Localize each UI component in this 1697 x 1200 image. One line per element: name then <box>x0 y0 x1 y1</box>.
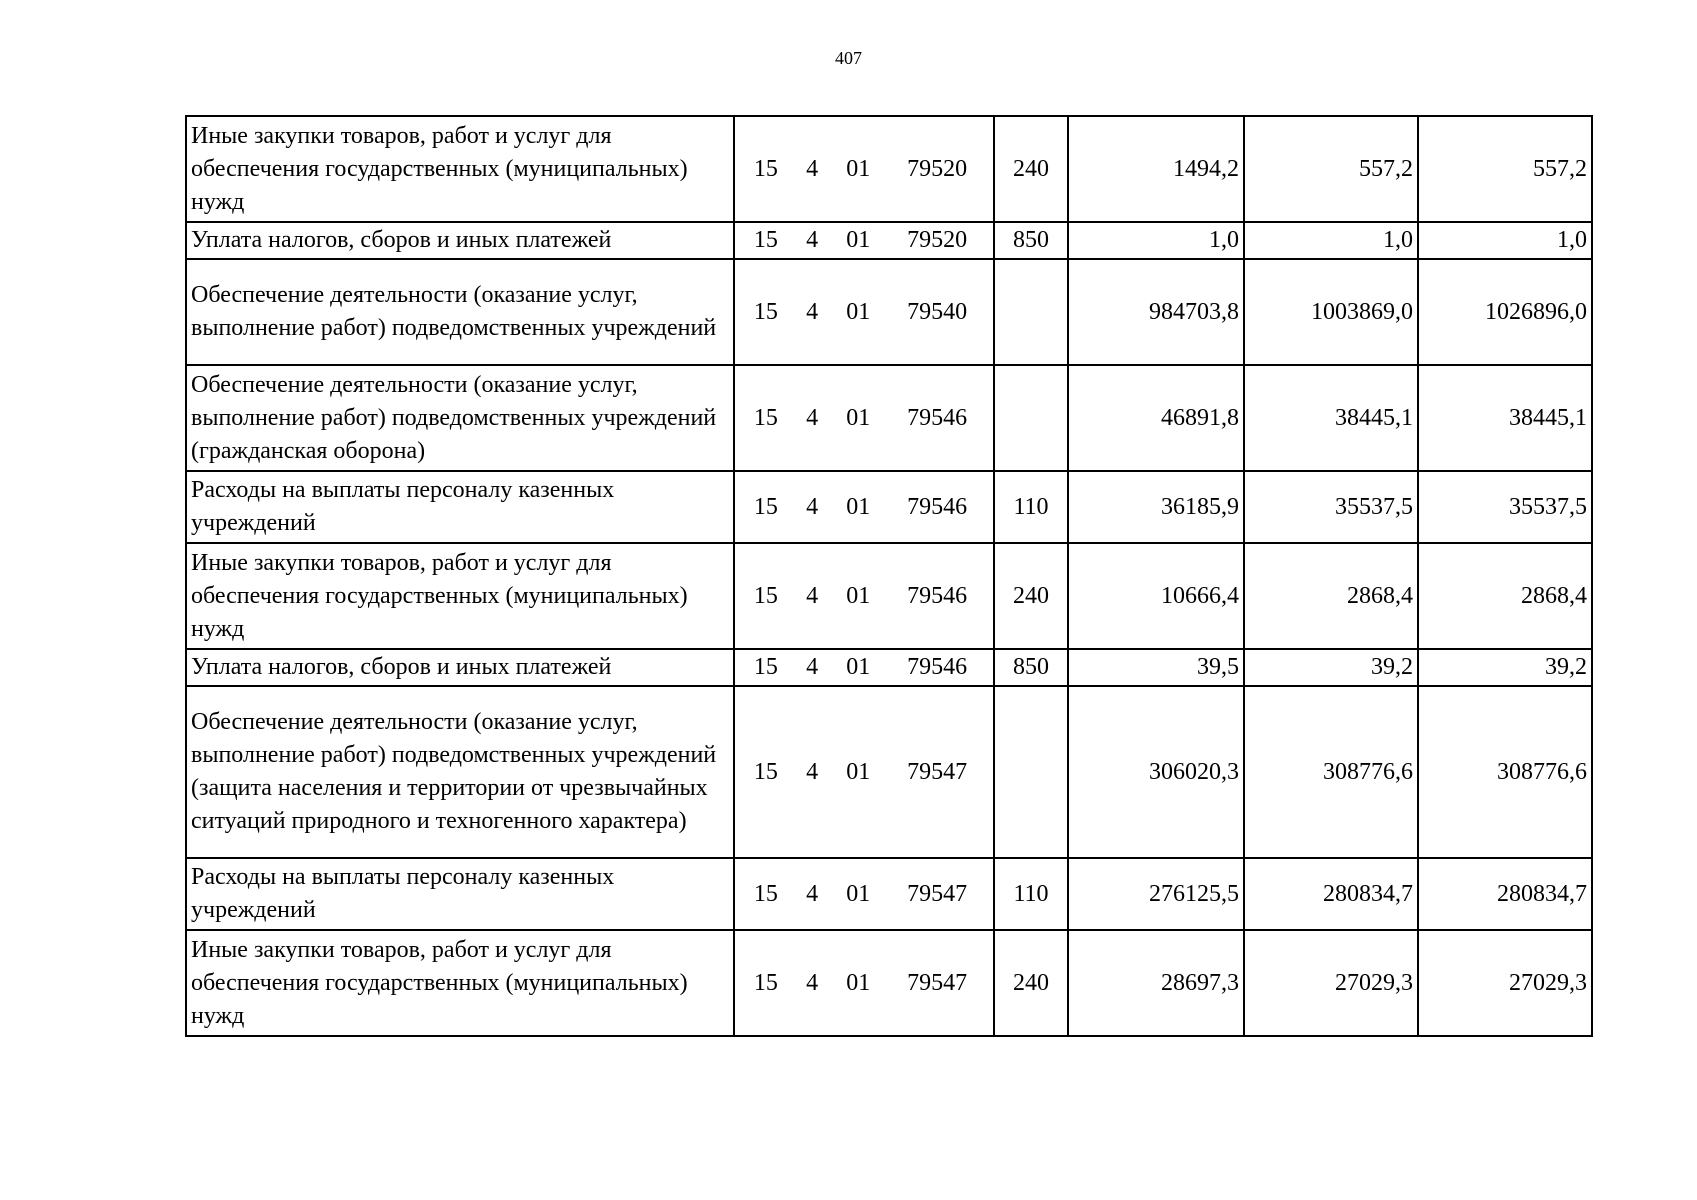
amount-year-2: 35537,5 <box>1244 471 1418 543</box>
code-subprogram: 4 <box>806 493 819 520</box>
amount-year-2: 27029,3 <box>1244 930 1418 1036</box>
amount-year-3: 38445,1 <box>1418 365 1592 471</box>
code-main-event: 01 <box>846 404 871 431</box>
row-name: Обеспечение деятельности (оказание услуг, выполнение работ) подведомственных учреждений <box>186 259 734 365</box>
code-direction: 79547 <box>907 758 968 785</box>
code-main-event: 01 <box>846 969 871 996</box>
row-codes <box>734 259 994 365</box>
row-codes <box>734 543 994 649</box>
code-program: 15 <box>753 880 778 907</box>
code-subprogram: 4 <box>806 404 819 431</box>
amount-year-1: 36185,9 <box>1068 471 1244 543</box>
amount-year-1: 39,5 <box>1068 649 1244 686</box>
code-direction: 79540 <box>907 298 968 325</box>
code-program: 15 <box>753 969 778 996</box>
amount-year-2: 38445,1 <box>1244 365 1418 471</box>
amount-year-3: 280834,7 <box>1418 858 1592 930</box>
code-program: 15 <box>753 582 778 609</box>
code-subprogram: 4 <box>806 654 819 680</box>
amount-year-3: 557,2 <box>1418 116 1592 222</box>
amount-year-3: 308776,6 <box>1418 686 1592 858</box>
row-name: Уплата налогов, сборов и иных платежей <box>186 222 734 259</box>
code-expense-type: 110 <box>994 858 1068 930</box>
code-subprogram: 4 <box>806 969 819 996</box>
code-main-event: 01 <box>846 758 871 785</box>
amount-year-3: 27029,3 <box>1418 930 1592 1036</box>
amount-year-3: 2868,4 <box>1418 543 1592 649</box>
amount-year-1: 1,0 <box>1068 222 1244 259</box>
code-subprogram: 4 <box>806 880 819 907</box>
code-direction: 79546 <box>907 582 968 609</box>
table-row <box>186 649 1592 686</box>
table-row <box>186 116 1592 222</box>
amount-year-1: 46891,8 <box>1068 365 1244 471</box>
amount-year-3: 1,0 <box>1418 222 1592 259</box>
code-direction: 79546 <box>907 654 968 680</box>
amount-year-1: 984703,8 <box>1068 259 1244 365</box>
amount-year-1: 276125,5 <box>1068 858 1244 930</box>
table-row <box>186 858 1592 930</box>
code-program: 15 <box>753 298 778 325</box>
row-name: Иные закупки товаров, работ и услуг для обеспечения государственных (муниципальных) нужд <box>186 930 734 1036</box>
code-direction: 79520 <box>907 155 968 182</box>
amount-year-1: 1494,2 <box>1068 116 1244 222</box>
table-row <box>186 365 1592 471</box>
code-expense-type: 240 <box>994 116 1068 222</box>
code-program: 15 <box>753 155 778 182</box>
row-name: Расходы на выплаты персоналу казенных учреждений <box>186 471 734 543</box>
code-main-event: 01 <box>846 582 871 609</box>
amount-year-2: 280834,7 <box>1244 858 1418 930</box>
code-direction: 79546 <box>907 404 968 431</box>
code-main-event: 01 <box>846 654 871 680</box>
row-codes <box>734 365 994 471</box>
amount-year-2: 1003869,0 <box>1244 259 1418 365</box>
code-subprogram: 4 <box>806 227 819 253</box>
code-expense-type <box>994 259 1068 365</box>
amount-year-2: 39,2 <box>1244 649 1418 686</box>
code-main-event: 01 <box>846 493 871 520</box>
code-expense-type: 110 <box>994 471 1068 543</box>
code-program: 15 <box>753 404 778 431</box>
code-program: 15 <box>753 654 778 680</box>
row-codes <box>734 116 994 222</box>
row-codes <box>734 858 994 930</box>
code-expense-type: 240 <box>994 543 1068 649</box>
table-row <box>186 222 1592 259</box>
amount-year-1: 10666,4 <box>1068 543 1244 649</box>
row-name: Расходы на выплаты персоналу казенных учреждений <box>186 858 734 930</box>
amount-year-1: 28697,3 <box>1068 930 1244 1036</box>
row-name: Иные закупки товаров, работ и услуг для обеспечения государственных (муниципальных) нужд <box>186 543 734 649</box>
amount-year-3: 35537,5 <box>1418 471 1592 543</box>
code-program: 15 <box>753 758 778 785</box>
row-name: Уплата налогов, сборов и иных платежей <box>186 649 734 686</box>
amount-year-3: 1026896,0 <box>1418 259 1592 365</box>
table-row <box>186 543 1592 649</box>
row-name: Обеспечение деятельности (оказание услуг, выполнение работ) подведомственных учреждений (гражданская оборона) <box>186 365 734 471</box>
code-direction: 79547 <box>907 880 968 907</box>
code-direction: 79546 <box>907 493 968 520</box>
code-direction: 79520 <box>907 227 968 253</box>
code-main-event: 01 <box>846 227 871 253</box>
code-expense-type <box>994 365 1068 471</box>
code-main-event: 01 <box>846 298 871 325</box>
page-number: 407 <box>835 48 862 68</box>
amount-year-2: 2868,4 <box>1244 543 1418 649</box>
table-row <box>186 930 1592 1036</box>
row-codes <box>734 222 994 259</box>
budget-table <box>185 115 1593 1037</box>
table-body <box>186 116 1592 1036</box>
code-expense-type: 240 <box>994 930 1068 1036</box>
amount-year-1: 306020,3 <box>1068 686 1244 858</box>
row-codes <box>734 686 994 858</box>
table-row <box>186 471 1592 543</box>
amount-year-2: 557,2 <box>1244 116 1418 222</box>
amount-year-2: 308776,6 <box>1244 686 1418 858</box>
code-program: 15 <box>753 227 778 253</box>
code-expense-type <box>994 686 1068 858</box>
code-subprogram: 4 <box>806 298 819 325</box>
code-main-event: 01 <box>846 880 871 907</box>
code-subprogram: 4 <box>806 155 819 182</box>
row-codes <box>734 471 994 543</box>
code-expense-type: 850 <box>994 222 1068 259</box>
code-program: 15 <box>753 493 778 520</box>
row-codes <box>734 930 994 1036</box>
row-name: Иные закупки товаров, работ и услуг для обеспечения государственных (муниципальных) нужд <box>186 116 734 222</box>
code-direction: 79547 <box>907 969 968 996</box>
row-name: Обеспечение деятельности (оказание услуг, выполнение работ) подведомственных учреждений (защита населения и территории от чрезвычайных ситуаций природного и техногенного характера) <box>186 686 734 858</box>
amount-year-3: 39,2 <box>1418 649 1592 686</box>
table-row <box>186 259 1592 365</box>
code-subprogram: 4 <box>806 758 819 785</box>
table-row <box>186 686 1592 858</box>
code-main-event: 01 <box>846 155 871 182</box>
code-subprogram: 4 <box>806 582 819 609</box>
code-expense-type: 850 <box>994 649 1068 686</box>
amount-year-2: 1,0 <box>1244 222 1418 259</box>
row-codes <box>734 649 994 686</box>
